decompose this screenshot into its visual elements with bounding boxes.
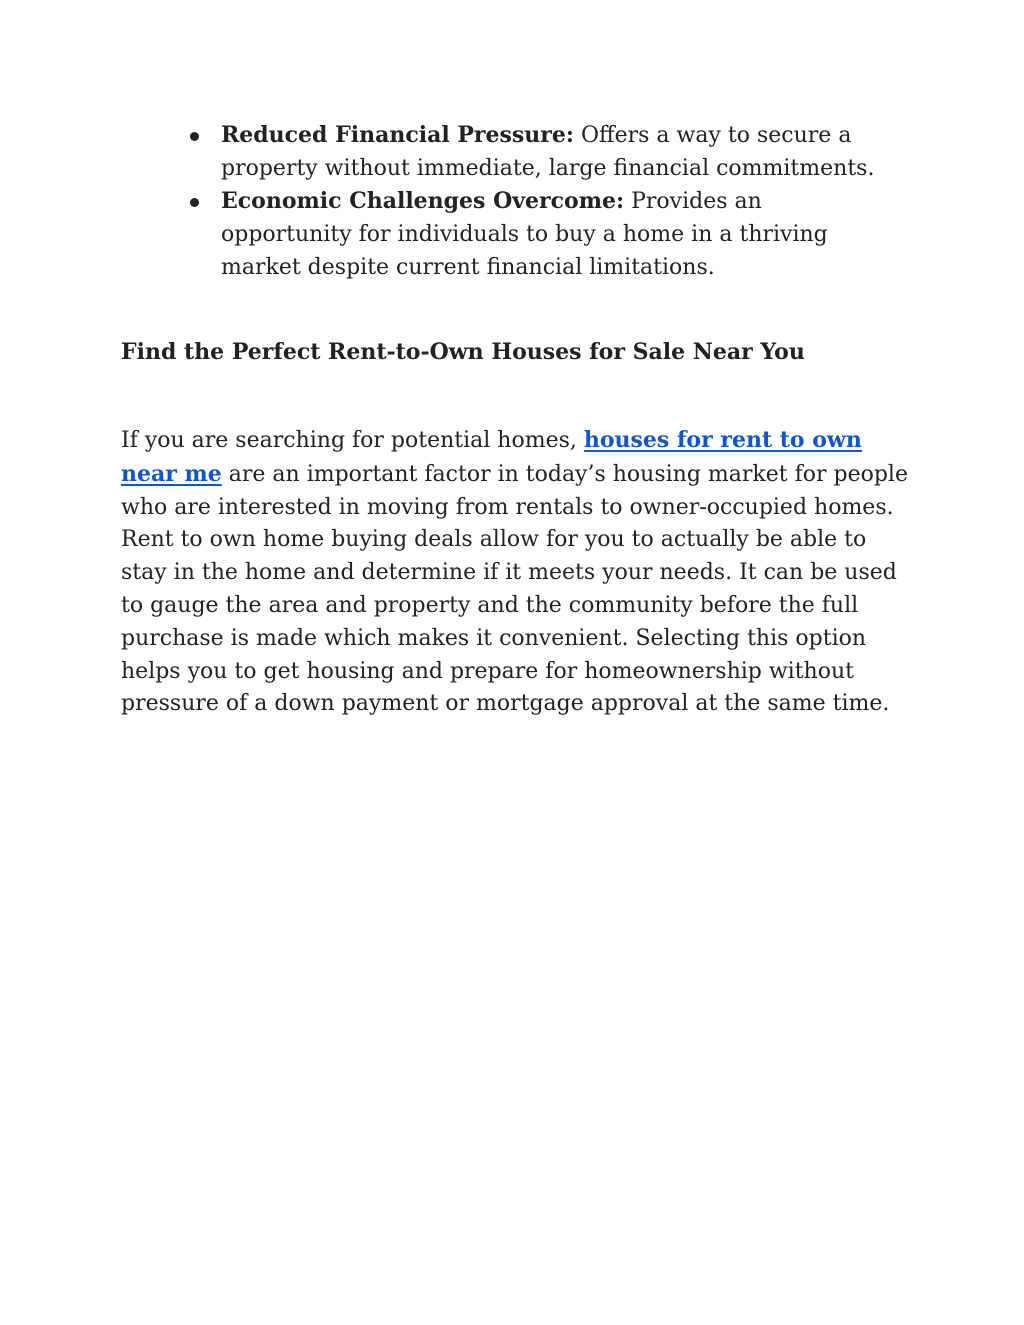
list-item — [190, 185, 890, 284]
paragraph-text-end: are an important factor in today’s housing market for people who are interested in moving from rentals to owner-occupied homes. Rent to own home buying deals allow for you to actually be able to stay in the home and determine if it meets your needs. It can be used to gauge the area and property and the community before the full purchase is made which makes it convenient. Selecting this option helps you to get housing and prepare for homeownership without pressure of a down payment or mortgage approval at the same time. — [121, 461, 908, 717]
list-item-lead: Reduced Financial Pressure: — [221, 122, 574, 148]
benefits-list — [190, 119, 890, 284]
bullet-icon — [190, 132, 199, 141]
section-heading: Find the Perfect Rent-to-Own Houses for Sale Near You — [121, 339, 805, 365]
houses-rent-to-own-link[interactable]: houses for rent to own near me — [121, 427, 862, 487]
list-item — [190, 119, 890, 185]
body-paragraph — [121, 424, 911, 721]
paragraph-text-start: If you are searching for potential homes, — [121, 428, 584, 453]
list-item-lead: Economic Challenges Overcome: — [221, 188, 625, 214]
list-item-text: Offers a way to secure a property without immediate, large financial commitments. — [221, 123, 875, 181]
bullet-icon — [190, 198, 199, 207]
list-item-text: Provides an opportunity for individuals to buy a home in a thriving market despite current financial limitations. — [221, 189, 828, 280]
